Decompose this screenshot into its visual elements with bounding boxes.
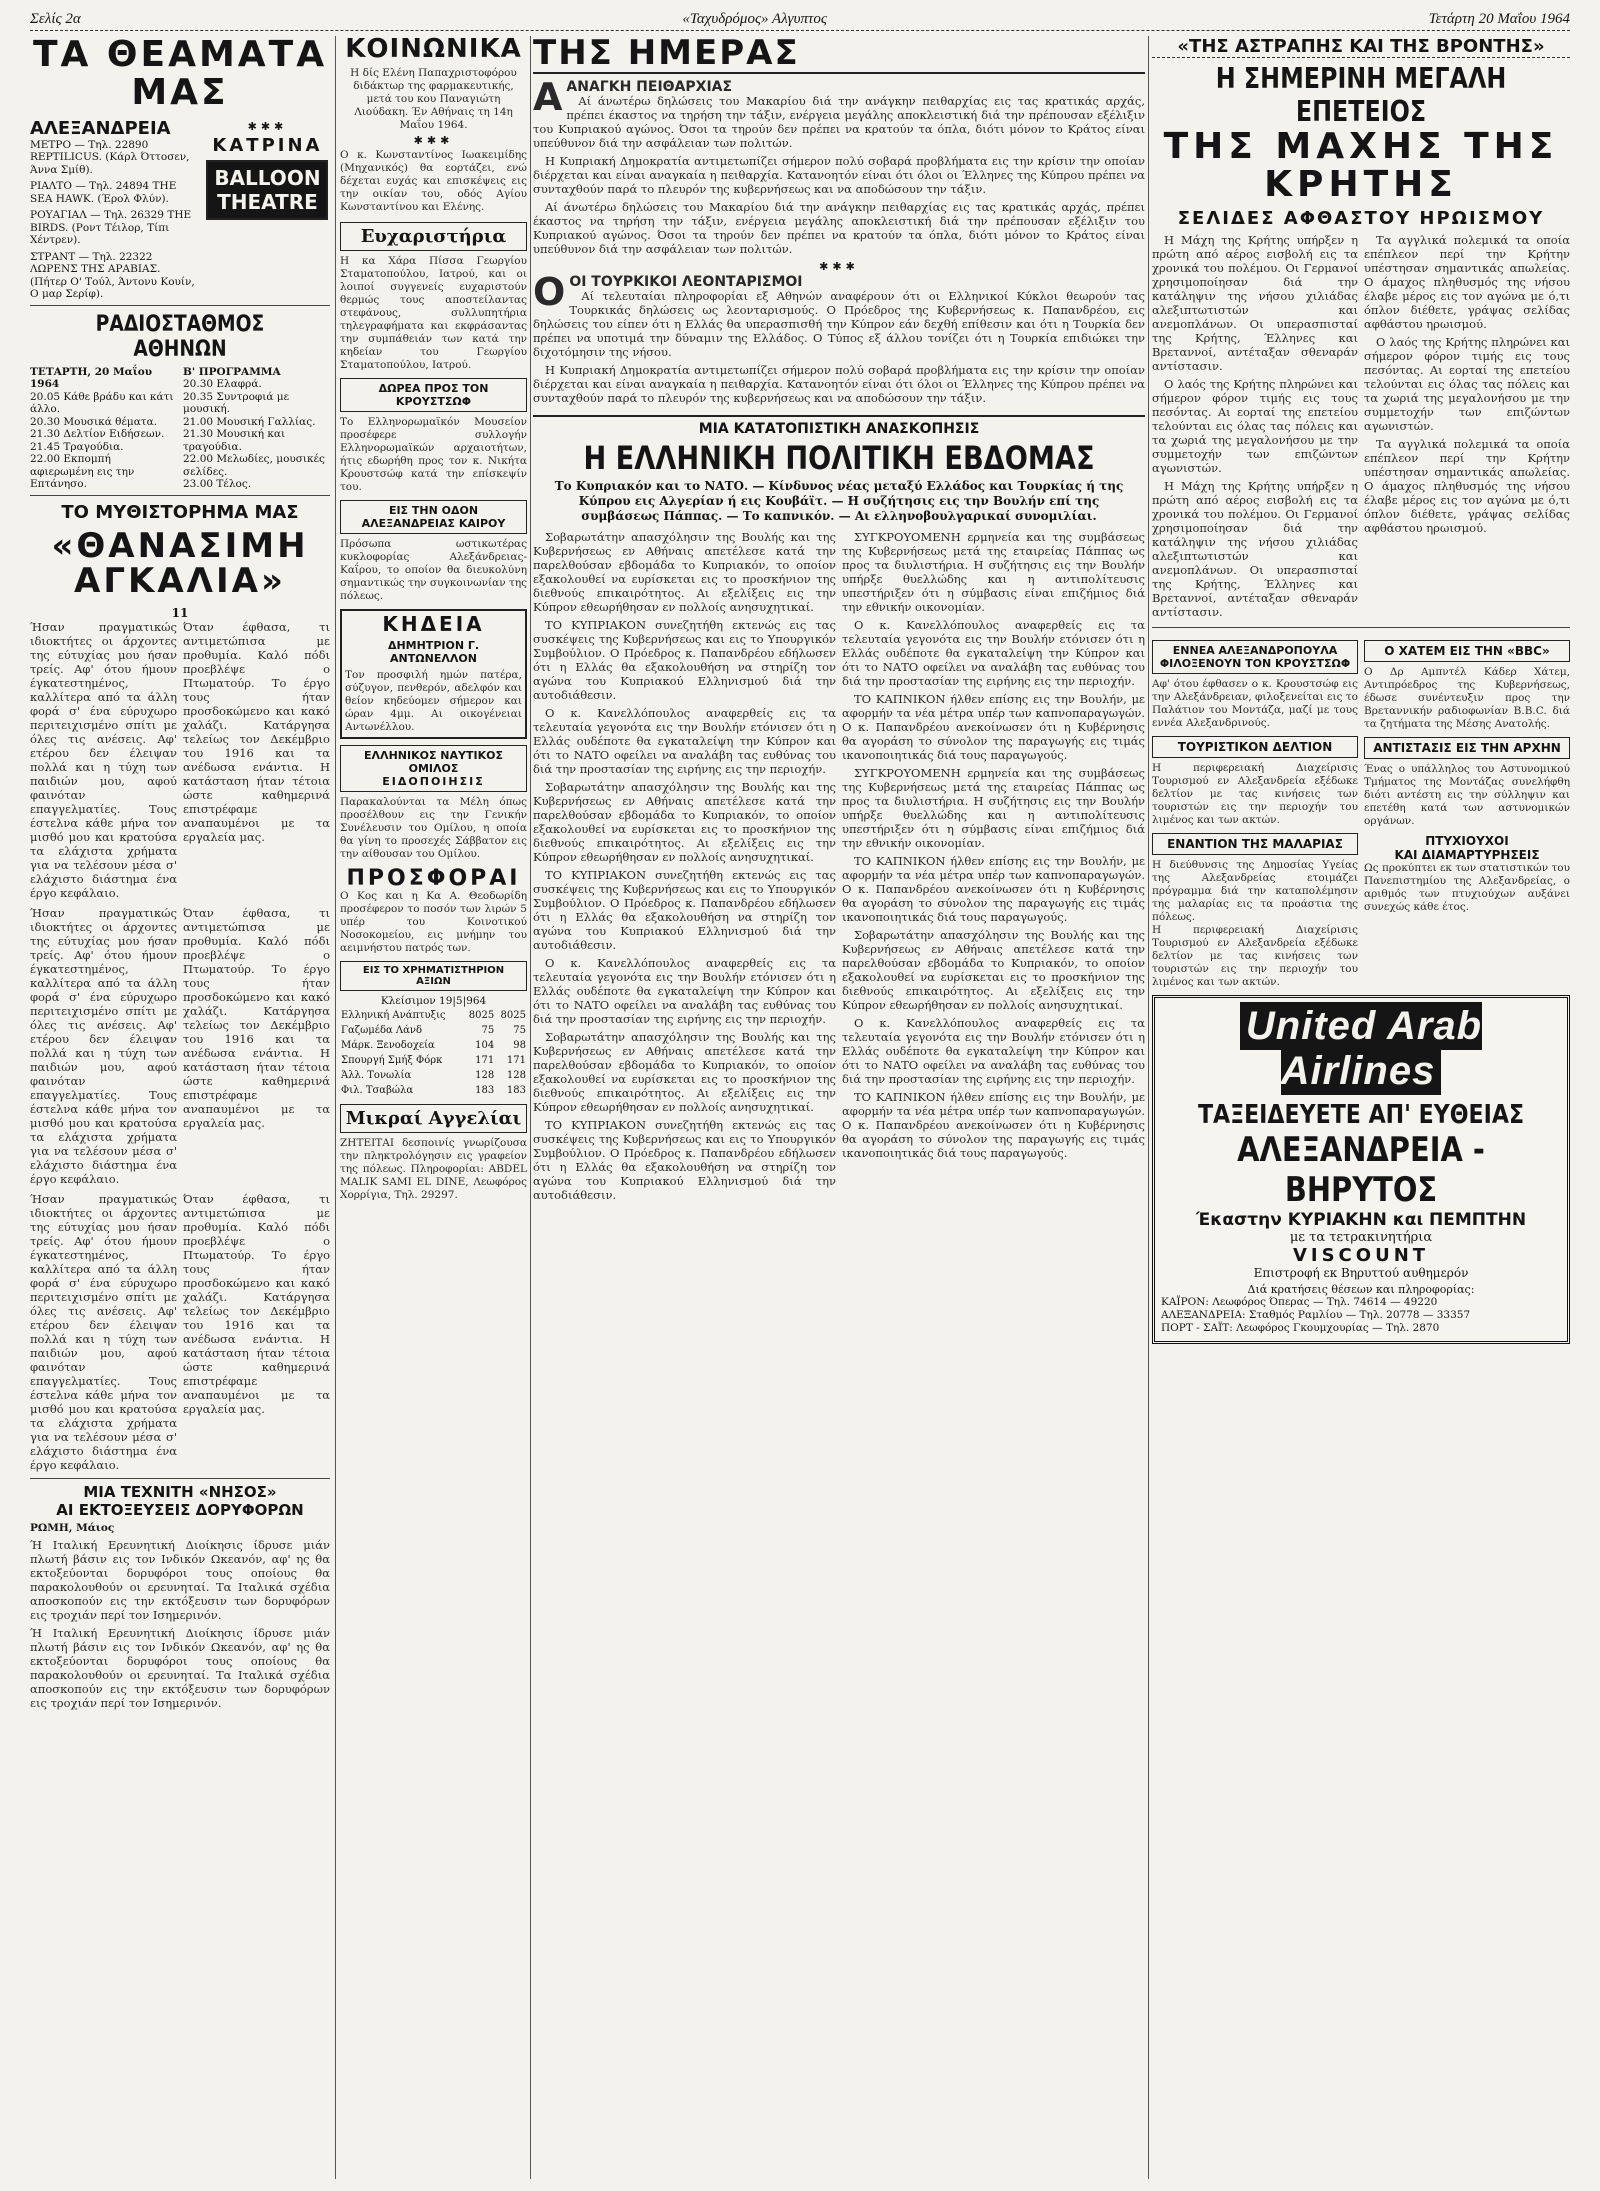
novel-text-right: Όταν έφθασα, τι αντιμετώπισα με προθυμία. Καλό πόδι προεβλέψε ο Πτωματούρ. Το έργο τους ήταν προσδοκώμενο και κακό χαλάζι. Κατάργησα τελείως τον Δεκέμβριο του 1916 και τα ανέδωσα ενάντια. Η κατάσταση ήταν τέτοια ώστε καθημερινά επιστρέφαμε αναπαυμένοι με τα εργαλεία μας.	[183, 619, 330, 844]
radio-line: 21.00 Μουσική Γαλλίας.	[183, 415, 316, 428]
airline-advertisement	[1152, 995, 1570, 1344]
graduates-text: Ως προκύπτει εκ των στατιστικών του Πανεπιστημίου της Αλεξανδρείας, ο αριθμός των πτυχιούχων αυξάνει συνεχώς κάθε έτος.	[1364, 861, 1570, 913]
news-dateline: ΡΩΜΗ, Μάιος	[30, 1521, 115, 1534]
thanks-title: Ευχαριστήρια	[360, 226, 507, 248]
theatres-title: ΤΑ ΘΕΑΜΑΤΑ ΜΑΣ	[32, 36, 328, 113]
crete-para: Η Μάχη της Κρήτης υπήρξεν η πρώτη από αέρος εισβολή εις τα χρονικά του πολέμου. Οι Γερμανοί χρησιμοποίησαν διά την κατάληψιν της νήσου χιλιάδας αλεξιπτωτιστών και ανεμοπλάνων. Οι υπερασπισταί της Κρήτης, Έλληνες και Βρεταννοί, αντέταξαν σθεναράν αντίστασιν.	[1152, 232, 1358, 373]
ennea-title-2: ΦΙΛΟΞΕΝΟΥΝ ΤΟΝ ΚΡΟΥΣΤΣΩΦ	[1159, 656, 1351, 670]
city-heading: ΑΛΕΞΑΝΔΡΕΙΑ	[30, 117, 171, 139]
classified-box	[340, 1104, 527, 1133]
street-title-2: ΑΛΕΞΑΝΔΡΕΙΑΣ ΚΑΙΡΟΥ	[361, 517, 506, 531]
novel-label: ΤΟ ΜΥΘΙΣΤΟΡΗΜΑ ΜΑΣ	[61, 501, 299, 523]
radio-line: 20.35 Συντροφιά με μουσική.	[183, 390, 290, 416]
review-para: Σοβαρωτάτην απασχόλησιν της Βουλής και της Κυβερνήσεως εν Αθήναις απετέλεσε κατά την παρελθούσαν εβδομάδα το Κυπριακόν, το οποίον εξακολουθεί να ευρίσκεται εις το προσκήνιον της διεθνούς επικαιρότητος. Αι εξελίξεις εις την Κύπρον εθεωρήθησαν εν πολλοίς ανησυχητικαί.	[533, 529, 836, 614]
stock-cell-v2: 128	[506, 1070, 526, 1082]
stock-cell-name: Γαζωμέδα Λάνδ	[341, 1025, 422, 1037]
stock-row	[340, 1038, 527, 1053]
stars-divider: ✱✱✱	[247, 119, 288, 133]
radio-line: 21.30 Μουσική και τραγούδια.	[183, 428, 286, 453]
malaria-box	[1152, 833, 1358, 855]
column-crete	[1152, 36, 1570, 2181]
hatem-title: Ο ΧΑΤΕΜ ΕΙΣ ΤΗΝ «BBC»	[1384, 643, 1550, 658]
stock-cell-v1: 128	[475, 1070, 495, 1082]
review-title: Η ΕΛΛΗΝΙΚΗ ΠΟΛΙΤΙΚΗ ΕΒΔΟΜΑΣ	[583, 438, 1095, 477]
radio-date: ΤΕΤΑΡΤΗ, 20 Μαΐου 1964	[30, 365, 153, 391]
graduates-title-1: ΠΤΥΧΙΟΥΧΟΙ	[1425, 833, 1509, 848]
stock-cell-v2: 75	[513, 1025, 526, 1037]
stock-cell-name: Φιλ. Τσαβώλα	[341, 1085, 414, 1097]
stock-table	[340, 1008, 527, 1098]
stock-row	[340, 1053, 527, 1068]
stock-date: Κλείσιμον 19|5|964	[380, 995, 487, 1008]
review-para: ΤΟ ΚΑΠΝΙΚΟΝ ήλθεν επίσης εις την Βουλήν, με αφορμήν τα νέα μέτρα υπέρ των καπνοπαραγωγών. Ο κ. Παπανδρέου ανεκοίνωσεν ότι η Κυβέρνησις θα αγοράση το σύνολον της παραγωγής εις τιμάς ικανοποιητικάς διά τους παραγωγούς.	[842, 691, 1145, 762]
stock-cell-v2: 8025	[500, 1010, 526, 1022]
novel-continuation-left: Ήσαν πραγματικώς ιδιοκτήτες οι άρχοντες της εύτυχίας μου ήσαν τρείς. Αφ' ότου ήμουν έγκατεστημένος, καλλίτερα από τα άλλη φορά σ' ένα εύρυχωρο περιτειχισμένο σπίτι με όλες τις ανέσεις. Αφ' ετέρου δεν έλειψαν πολλά και η τύχη των παιδιών μου, αφού φαινόταν επαγγελματίες. Τους έστελνα κάθε μήνα τον μισθό μου και κρατούσα τα ελάχιστα χρήματα για να τελέσουν μέσα σ' ελάχιστο διάστημα ένα έργο κεφάλαιο.	[30, 905, 177, 1186]
radio-line: 21.45 Τραγούδια.	[30, 440, 124, 453]
crete-para: Ο λαός της Κρήτης πληρώνει και σήμερον φόρον τιμής εις τους πεσόντας. Αι εορταί της επετείου τελούνται εις όλας τας πόλεις και τα χωριά της μεγαλονήσου με την συμμετοχήν των επιζώντων αγωνιστών.	[1364, 334, 1570, 433]
weekly-review	[533, 415, 1145, 1206]
ad-days: Έκαστην ΚΥΡΙΑΚΗΝ και ΠΕΜΠΤΗΝ	[1195, 1209, 1527, 1230]
crete-subtitle: ΣΕΛΙΔΕΣ ΑΦΘΑΣΤΟΥ ΗΡΩΙΣΜΟΥ	[1177, 207, 1545, 229]
review-para: ΤΟ ΚΥΠΡΙΑΚΟΝ συνεζητήθη εκτενώς εις τας συσκέψεις της Κυβερνήσεως και εις το Υπουργικόν Συμβούλιον. Ο Πρόεδρος κ. Παπανδρέου εδήλωσεν ότι η Ελλάς θα εξακολουθήση να στηρίζη τον αγώνα του Κυπριακού Ελληνισμού διά την αυτοδιάθεσιν.	[533, 1117, 836, 1202]
news-headline-1: ΜΙΑ ΤΕΧΝΙΤΗ «ΝΗΣΟΣ»	[83, 1482, 277, 1501]
review-para: ΣΥΓΚΡΟΥΟΜΕΝΗ ερμηνεία και της συμβάσεως της Κυβερνήσεως μετά της εταιρείας Πάππας ως προς τα διυλιστήρια. Η συζήτησις εις την Βουλήν υπήρξε θυελλώδης και η αντιπολίτευσις υπεστήριξεν ότι η σύμβασις είναι επιζήμιος διά την εθνικήν οικονομίαν.	[842, 765, 1145, 850]
social-nameday: Ο κ. Κωνσταντίνος Ιωακειμίδης (Μηχανικός) θα εορτάζει, ενώ δέχεται ευχάς και επισκέψεις εις την οικίαν του, οδός Αγίου Κωνσταντίνου και Ελένης.	[340, 149, 527, 214]
stock-row	[340, 1083, 527, 1098]
stock-row	[340, 1023, 527, 1038]
offers-text: Ο Κος και η Κα Α. Θεοδωρίδη προσέφερον το ποσόν των λιρών 5 υπέρ του Κοινοτικού Νοσοκομείου, εις μνήμην του αειμνήστου πατρός των.	[340, 890, 527, 955]
review-para: ΤΟ ΚΥΠΡΙΑΚΟΝ συνεζητήθη εκτενώς εις τας συσκέψεις της Κυβερνήσεως και εις το Υπουργικόν Συμβούλιον. Ο Πρόεδρος κ. Παπανδρέου εδήλωσεν ότι η Ελλάς θα εξακολουθήση να στηρίζη τον αγώνα του Κυπριακού Ελληνισμού διά την αυτοδιάθεσιν.	[533, 617, 836, 702]
club-subtitle: ΕΙΔΟΠΟΙΗΣΙΣ	[382, 775, 485, 789]
news-body-continued: Ή Ιταλική Ερευνητική Διοίκησις ίδρυσε μιάν πλωτή βάσιν εις τον Ινδικόν Ωκεανόν, αφ' ης θα εκτοξεύονται δορυφόροι τους οποίους θα παρακολουθούν οι ερευνηταί. Τα Ιταλικά σχέδια αποσκοπούν εις την εκτόξευσιν των δορυφόρων εις τροχιάν περί τον Ισημερινόν.	[30, 1625, 330, 1710]
review-label: ΜΙΑ ΚΑΤΑΤΟΠΙΣΤΙΚΗ ΑΝΑΣΚΟΠΗΣΙΣ	[698, 420, 980, 437]
radio-line: 22.00 Μελωδίες, μουσικές σελίδες.	[183, 453, 325, 478]
ad-port-said: ΠΟΡΤ - ΣΑΪΤ: Λεωφόρος Γκουμχουρίας — Τηλ. 2870	[1161, 1321, 1440, 1334]
theatres-section	[30, 36, 330, 306]
review-para: Ο κ. Κανελλόπουλος αναφερθείς εις τα τελευταία γεγονότα εις την Βουλήν ετόνισεν ότι η Ελλάς ουδέποτε θα εγκαταλείψη την Κύπρον και ότι το ΝΑΤΟ οφείλει να αναλάβη τας ευθύνας του διά την προστασίαν της ειρήνης εις την περιοχήν.	[533, 955, 836, 1026]
crete-para: Τα αγγλικά πολεμικά τα οποία επέπλεον περί την Κρήτην υπέστησαν σημαντικάς απωλείας. Ο άμαχος πληθυσμός της νήσου έλαβε μέρος εις τον αγώνα με ό,τι όπλον διέθετε, γράψας σελίδας αφθάστου ηρωισμού.	[1364, 232, 1570, 331]
editorial-1-para: Η Κυπριακή Δημοκρατία αντιμετωπίζει σήμερον πολύ σοβαρά προβλήματα εις την κρίσιν την οποίαν διέρχεται και είναι αναγκαία η πειθαρχία. Κατανοητόν είναι ότι όλοι οι Έλληνες της Κύπρου πρέπει να συνταχθούν παρά το πλευρόν της κυβερνήσεως και να αποδώσουν την τάξιν.	[533, 153, 1145, 196]
review-para: Σοβαρωτάτην απασχόλησιν της Βουλής και της Κυβερνήσεως εν Αθήναις απετέλεσε κατά την παρελθούσαν εβδομάδα το Κυπριακόν, το οποίον εξακολουθεί να ευρίσκεται εις το προσκήνιον της διεθνούς επικαιρότητος. Αι εξελίξεις εις την Κύπρον εθεωρήθησαν εν πολλοίς ανησυχητικαί.	[533, 1029, 836, 1114]
resistance-title: ΑΝΤΙΣΤΑΣΙΣ ΕΙΣ ΤΗΝ ΑΡΧΗΝ	[1373, 740, 1561, 755]
ad-alexandria: ΑΛΕΞΑΝΔΡΕΙΑ: Σταθμός Ραμλίου — Τηλ. 20778 — 33357	[1161, 1308, 1471, 1321]
editorial-header: ΤΗΣ ΗΜΕΡΑΣ	[533, 36, 1145, 74]
review-para: Ο κ. Κανελλόπουλος αναφερθείς εις τα τελευταία γεγονότα εις την Βουλήν ετόνισεν ότι η Ελλάς ουδέποτε θα εγκαταλείψη την Κύπρον και ότι το ΝΑΤΟ οφείλει να αναλάβη τας ευθύνας του διά την προστασίαν της ειρήνης εις την περιοχήν.	[842, 617, 1145, 688]
review-para: ΤΟ ΚΥΠΡΙΑΚΟΝ συνεζητήθη εκτενώς εις τας συσκέψεις της Κυβερνήσεως και εις το Υπουργικόν Συμβούλιον. Ο Πρόεδρος κ. Παπανδρέου εδήλωσεν ότι η Ελλάς θα εξακολουθήση να στηρίζη τον αγώνα του Κυπριακού Ελληνισμού διά την αυτοδιάθεσιν.	[533, 867, 836, 952]
airline-logo	[1161, 1004, 1561, 1094]
hatem-box	[1364, 640, 1570, 662]
crete-title-1: Η ΣΗΜΕΡΙΝΗ ΜΕΓΑΛΗ ΕΠΕΤΕΙΟΣ	[1215, 62, 1507, 128]
stock-box	[340, 961, 527, 991]
stock-cell-name: Μάρκ. Ξενοδοχεία	[341, 1040, 435, 1052]
radio-line: 22.00 Εκπομπή αφιερωμένη εις την Επτάνησο.	[30, 453, 135, 491]
malaria-text-continued: Η περιφερειακή Διαχείρισις Τουρισμού εν Αλεξανδρεία εξέδωκε δελτίον με τας κινήσεις των τουριστών εις την περιοχήν του λιμένος και των ακτών.	[1152, 923, 1358, 988]
ad-plane-intro: με τα τετρακινητήρια	[1289, 1229, 1433, 1245]
novel-continuation-right: Όταν έφθασα, τι αντιμετώπισα με προθυμία. Καλό πόδι προεβλέψε ο Πτωματούρ. Το έργο τους ήταν προσδοκώμενο και κακό χαλάζι. Κατάργησα τελείως τον Δεκέμβριο του 1916 και τα ανέδωσα ενάντια. Η κατάσταση ήταν τέτοια ώστε καθημερινά επιστρέφαμε αναπαυμένοι με τα εργαλεία μας.	[183, 1191, 330, 1416]
thanks-box	[340, 222, 527, 251]
review-para: Ο κ. Κανελλόπουλος αναφερθείς εις τα τελευταία γεγονότα εις την Βουλήν ετόνισεν ότι η Ελλάς ουδέποτε θα εγκαταλείψη την Κύπρον και ότι το ΝΑΤΟ οφείλει να αναλάβη τας ευθύνας του διά την προστασίαν της ειρήνης εις την περιοχήν.	[533, 705, 836, 776]
drop-cap: Ο	[533, 269, 566, 314]
crete-title-2: ΤΗΣ ΜΑΧΗΣ ΤΗΣ ΚΡΗΤΗΣ	[1163, 126, 1559, 205]
radio-line: 20.30 Ελαφρά.	[183, 378, 262, 391]
crete-kicker: «ΤΗΣ ΑΣΤΡΑΠΗΣ ΚΑΙ ΤΗΣ ΒΡΟΝΤΗΣ»	[1152, 36, 1570, 58]
gift-box	[340, 378, 527, 412]
gift-text: Το Ελληνορωμαϊκόν Μουσείον προσέφερε συλλογήν Ελληνορωμαϊκών αρχαιοτήτων, ήτις εδωρήθη προς τον κ. Νικήτα Κρουστσώφ κατά την επίσκεψίν του.	[340, 416, 527, 494]
editorial-1-para: Αί άνωτέρω δηλώσεις του Μακαρίου διά την ανάγκην πειθαρχίας εις τας κρατικάς αρχάς, πρέπει έκαστος να τηρήση την τάξιν, ενέργεια μεγάλης αποκλειστική διά την πρέπουσαν εξέλιξιν του Κυπριακού αγώνος. Όσοι τα τηρούν δεν πρέπει να κρατούν τα όπλα, διότι μόνον το Κράτος είναι υπεύθυνον διά την ασφάλειαν των πολιτών.	[533, 93, 1145, 150]
ad-cairo: ΚΑΪΡΟΝ: Λεωφόρος Όπερας — Τηλ. 74614 — 49220	[1161, 1295, 1438, 1308]
review-subtitle: Το Κυπριακόν και το ΝΑΤΟ. — Κίνδυνος νέας μεταξύ Ελλάδος και Τουρκίας ή της Κύπρου εις Αλγερίαν ή εις Κουβάϊτ. — Η συζήτησις εις την Βουλήν επί της συμβάσεως Πάππας. — Το καπνικόν. — Αι ελληνοβουλγαρικαί συνομιλίαι.	[554, 478, 1124, 523]
cinema-rialto: ΡΙΑΛΤΟ — Τηλ. 24894 THE SEA HAWK. (Έρολ Φλύν).	[30, 180, 177, 205]
column-social	[340, 36, 527, 2181]
review-para: ΤΟ ΚΑΠΝΙΚΟΝ ήλθεν επίσης εις την Βουλήν, με αφορμήν τα νέα μέτρα υπέρ των καπνοπαραγωγών. Ο κ. Παπανδρέου ανεκοίνωσεν ότι η Κυβέρνησις θα αγοράση το σύνολον της παραγωγής εις τιμάς ικανοποιητικάς διά τους παραγωγούς.	[842, 853, 1145, 924]
classified-text: ΖΗΤΕΙΤΑΙ δεσποινίς γνωρίζουσα την πληκτρολόγησιν εις γραφείον της πόλεως. Πληροφορίαι: ABDEL MALIK SAMI EL DINE, Λεωφόρος Χορρίγια, Τηλ. 29297.	[340, 1137, 527, 1202]
review-para: Ο κ. Κανελλόπουλος αναφερθείς εις τα τελευταία γεγονότα εις την Βουλήν ετόνισεν ότι η Ελλάς ουδέποτε θα εγκαταλείψη την Κύπρον και ότι το ΝΑΤΟ οφείλει να αναλάβη τας ευθύνας του διά την προστασίαν της ειρήνης εις την περιοχήν.	[842, 1015, 1145, 1086]
novel-text-left: Ήσαν πραγματικώς ιδιοκτήτες οι άρχοντες της εύτυχίας μου ήσαν τρείς. Αφ' ότου ήμουν έγκατεστημένος, καλλίτερα από τα άλλη φορά σ' ένα εύρυχωρο περιτειχισμένο σπίτι με όλες τις ανέσεις. Αφ' ετέρου δεν έλειψαν πολλά και η τύχη των παιδιών μου, αφού φαινόταν επαγγελματίες. Τους έστελνα κάθε μήνα τον μισθό μου και κρατούσα τα ελάχιστα χρήματα για να τελέσουν μέσα σ' ελάχιστο διάστημα ένα έργο κεφάλαιο.	[30, 619, 177, 900]
stock-row	[340, 1008, 527, 1023]
column-editorial	[533, 36, 1145, 2181]
malaria-text: Η διεύθυνσις της Δημοσίας Υγείας της Αλεξανδρείας ετοιμάζει πρόγραμμα διά την καταπολέμησιν της μαλαρίας εις τα προάστια της πόλεως.	[1152, 858, 1358, 923]
radio-line: 20.05 Κάθε βράδυ και κάτι άλλο.	[30, 390, 174, 416]
column-rule	[335, 36, 336, 2179]
novel-title: «ΘΑΝΑΣΙΜΗ ΑΓΚΑΛΙΑ»	[51, 525, 309, 602]
ennea-text: Αφ' ότου έφθασεν ο κ. Κρουστσώφ εις την Αλεξάνδρειαν, φιλοξενείται εις το Παλάτιον του Μοντάζα, μαζί με τους εννέα Αλεξανδρινούς.	[1152, 677, 1358, 729]
tourism-box	[1152, 736, 1358, 758]
balloon-theatre-logo: BALLOON THEATRE	[206, 160, 328, 220]
column-entertainment	[30, 36, 330, 2181]
funeral-box	[340, 609, 527, 739]
airline-name: United Arab Airlines	[1240, 1002, 1482, 1095]
stock-cell-v2: 98	[513, 1040, 526, 1052]
funeral-title: ΚΗΔΕΙΑ	[382, 612, 485, 637]
stock-cell-v1: 171	[475, 1055, 495, 1067]
ad-return: Επιστροφή εκ Βηρυττού αυθημερόν	[1253, 1265, 1469, 1280]
cinema-listing	[30, 139, 199, 301]
stars-divider: ✱✱✱	[819, 259, 859, 273]
katrina-heading: ΚΑΤΡΙΝΑ	[212, 134, 323, 156]
novel-instalment: 11	[171, 605, 189, 620]
club-text: Παρακαλούνται τα Μέλη όπως προσέλθουν εις την Γενικήν Συνέλευσιν του Ομίλου, η οποία θα γίνη το προσεχές Σάββατον εις την αίθουσαν του Ομίλου.	[340, 796, 527, 861]
ad-plane: VISCOUNT	[1292, 1244, 1430, 1266]
masthead	[30, 8, 1570, 31]
resistance-text: Ένας ο υπάλληλος του Αστυνομικού Τμήματος της Μοντάζας συνελήφθη διότι αντέστη εις την σύλληψιν και επετέθη κατά των αστυνομικών οργάνων.	[1364, 762, 1570, 827]
stock-row	[340, 1068, 527, 1083]
ad-info: Διά κρατήσεις θέσεων και πληροφορίας:	[1247, 1282, 1475, 1296]
crete-para: Ο λαός της Κρήτης πληρώνει και σήμερον φόρον τιμής εις τους πεσόντας. Αι εορταί της επετείου τελούνται εις όλας τας πόλεις και τα χωριά της μεγαλονήσου με την συμμετοχήν των επιζώντων αγωνιστών.	[1152, 376, 1358, 475]
club-title: ΕΛΛΗΝΙΚΟΣ ΝΑΥΤΙΚΟΣ ΟΜΙΛΟΣ	[364, 749, 503, 776]
editorial-2-para: Η Κυπριακή Δημοκρατία αντιμετωπίζει σήμερον πολύ σοβαρά προβλήματα εις την κρίσιν την οποίαν διέρχεται και είναι αναγκαία η πειθαρχία. Κατανοητόν είναι ότι όλοι οι Έλληνες της Κύπρου πρέπει να συνταχθούν παρά το πλευρόν της κυβερνήσεως και να αποδώσουν την τάξιν.	[533, 362, 1145, 405]
radio-line: 21.30 Δελτίον Ειδήσεων.	[30, 428, 165, 441]
novel-section	[30, 502, 330, 1472]
cinema-strand: ΣΤΡΑΝΤ — Τηλ. 22322 ΛΩΡΕΝΣ ΤΗΣ ΑΡΑΒΙΑΣ. (Πήτερ Ο' Τούλ, Άντονυ Κουίν, Ο μαρ Σερίφ).	[30, 250, 195, 301]
street-box	[340, 500, 527, 534]
social-engagement: Η δίς Ελένη Παπαχριστοφόρου διδάκτωρ της φαρμακευτικής, μετά του κου Παναγιώτη Λιούδακη. Έν Αθήναις τη 14η Μαΐου 1964.	[350, 67, 517, 132]
stock-cell-v1: 8025	[468, 1010, 495, 1022]
graduates-title-2: ΚΑΙ ΔΙΑΜΑΡΤΥΡΗΣΕΙΣ	[1394, 847, 1540, 862]
stock-cell-name: Σπουργή Σμήξ Φόρκ	[341, 1055, 443, 1067]
editorial-2-para: Αί τελευταίαι πληροφορίαι εξ Αθηνών αναφέρουν ότι οι Ελληνικοί Κύκλοι θεωρούν τας Τουρκικάς δηλώσεις ως λεονταρισμούς. Ο Πρόεδρος της Κυβερνήσεως κ. Παπανδρέου, εις δηλώσεις του είπεν ότι η Ελλάς θα υπερασπισθή την Κύπρον εάν δεχθή επίθεσιν και ότι η Τουρκία δεν πρέπει να υποτιμά την δύναμιν της Ελλάδος. Ο Τύπος εξ άλλου τονίζει ότι η Τουρκία επιδιώκει την διχοτόμησιν της νήσου.	[533, 288, 1145, 359]
column-rule	[1148, 36, 1149, 2179]
review-para: ΤΟ ΚΑΠΝΙΚΟΝ ήλθεν επίσης εις την Βουλήν, με αφορμήν τα νέα μέτρα υπέρ των καπνοπαραγωγών. Ο κ. Παπανδρέου ανεκοίνωσεν ότι η Κυβέρνησις θα αγοράση το σύνολον της παραγωγής εις τιμάς ικανοποιητικάς διά τους παραγωγούς.	[842, 1089, 1145, 1160]
column-rule	[530, 36, 531, 2179]
page-number: Σελίς 2α	[30, 10, 81, 27]
malaria-title: ΕΝΑΝΤΙΟΝ ΤΗΣ ΜΑΛΑΡΙΑΣ	[1167, 836, 1343, 851]
stock-cell-v1: 75	[481, 1025, 495, 1037]
resistance-box	[1364, 737, 1570, 759]
street-text: Πρόσωπα ωστικωτέρας κυκλοφορίας Αλεξάνδρειας-Καΐρου, το οποίον θα διευκολύνη σημαντικώς την συγκοινωνίαν της πόλεως.	[340, 538, 527, 603]
offers-title: ΠΡΟΣΦΟΡΑΙ	[346, 866, 521, 892]
review-para: Σοβαρωτάτην απασχόλησιν της Βουλής και της Κυβερνήσεως εν Αθήναις απετέλεσε κατά την παρελθούσαν εβδομάδα το Κυπριακόν, το οποίον εξακολουθεί να ευρίσκεται εις το προσκήνιον της διεθνούς επικαιρότητος. Αι εξελίξεις εις την Κύπρον εθεωρήθησαν εν πολλοίς ανησυχητικαί.	[533, 779, 836, 864]
review-para: ΣΥΓΚΡΟΥΟΜΕΝΗ ερμηνεία και της συμβάσεως της Κυβερνήσεως μετά της εταιρείας Πάππας ως προς τα διυλιστήρια. Η συζήτησις εις την Βουλήν υπήρξε θυελλώδης και η αντιπολίτευσις υπεστήριξεν ότι η σύμβασις είναι επιζήμιος διά την εθνικήν οικονομίαν.	[842, 529, 1145, 614]
stock-cell-v1: 183	[475, 1085, 495, 1097]
hatem-text: Ο Δρ Αμπντέλ Κάδερ Χάτεμ, Αντιπρόεδρος της Κυβερνήσεως, έδωσε συνέντευξιν προς την Βρεταννικήν ραδιοφωνίαν B.B.C. διά τα ζητήματα της Μέσης Ανατολής.	[1364, 665, 1570, 730]
stock-cell-v2: 183	[506, 1085, 526, 1097]
news-body: Ή Ιταλική Ερευνητική Διοίκησις ίδρυσε μιάν πλωτή βάσιν εις τον Ινδικόν Ωκεανόν, αφ' ης θα εκτοξεύονται δορυφόροι τους οποίους θα παρακολουθούν οι ερευνηταί. Τα Ιταλικά σχέδια αποσκοπούν εις την εκτόξευσιν των δορυφόρων εις τροχιάν περί τον Ισημερινόν.	[30, 1537, 330, 1622]
stars-divider: ✱✱✱	[413, 134, 454, 148]
crete-para: Η Μάχη της Κρήτης υπήρξεν η πρώτη από αέρος εισβολή εις τα χρονικά του πολέμου. Οι Γερμανοί χρησιμοποίησαν διά την κατάληψιν της νήσου χιλιάδας αλεξιπτωτιστών και ανεμοπλάνων. Οι υπερασπισταί της Κρήτης, Έλληνες και Βρεταννοί, αντέταξαν σθεναράν αντίστασιν.	[1152, 478, 1358, 619]
cinema-royal: ΡΟΥΑΓΙΑΛ — Τηλ. 26329 THE BIRDS. (Ροντ Τέιλορ, Τίπι Χέντρεν).	[30, 209, 192, 247]
stock-cell-name: Άλλ. Τονωλία	[341, 1070, 412, 1082]
review-para: Σοβαρωτάτην απασχόλησιν της Βουλής και της Κυβερνήσεως εν Αθήναις απετέλεσε κατά την παρελθούσαν εβδομάδα το Κυπριακόν, το οποίον εξακολουθεί να ευρίσκεται εις το προσκήνιον της διεθνούς επικαιρότητος. Αι εξελίξεις εις την Κύπρον εθεωρήθησαν εν πολλοίς ανησυχητικαί.	[842, 927, 1145, 1012]
classified-title: Μικραί Αγγελίαι	[345, 1108, 522, 1130]
satellite-news	[30, 1478, 330, 1710]
ennea-title-1: ΕΝΝΕΑ ΑΛΕΞΑΝΔΡΟΠΟΥΛΑ	[1172, 643, 1338, 657]
issue-date: Τετάρτη 20 Μαΐου 1964	[1428, 10, 1570, 27]
social-title: ΚΟΙΝΩΝΙΚΑ	[345, 36, 522, 64]
tourism-text: Η περιφερειακή Διαχείρισις Τουρισμού εν Αλεξανδρεία εξέδωκε δελτίον με τας κινήσεις των τουριστών εις την περιοχήν του λιμένος και των ακτών.	[1152, 761, 1358, 826]
paper-name: «Ταχυδρόμος» Αλγυπτος	[682, 10, 827, 27]
stock-cell-name: Ελληνική Ανάπτυξις	[341, 1010, 446, 1022]
radio-title: ΡΑΔΙΟΣΤΑΘΜΟΣ ΑΘΗΝΩΝ	[95, 311, 265, 362]
radio-line: 23.00 Τέλος.	[183, 478, 252, 491]
editorial-2-title: ΟΙ ΤΟΥΡΚΙΚΟΙ ΛΕΟΝΤΑΡΙΣΜΟΙ	[569, 273, 803, 290]
ad-route: ΑΛΕΞΑΝΔΡΕΙΑ - ΒΗΡΥΤΟΣ	[1237, 1129, 1485, 1210]
thanks-text: Η κα Χάρα Πίσσα Γεωργίου Σταματοπούλου, Ιατρού, και οι λοιποί συγγενείς ευχαριστούν θερμώς τους αποστείλαντας στεφάνους, συλλυπητήρια τηλεγραφήματα και εκφράσαντας την συμπάθειάν των κατά την κηδείαν του Γεωργίου Σταματοπούλου, Ιατρού.	[340, 255, 527, 372]
crete-para: Τα αγγλικά πολεμικά τα οποία επέπλεον περί την Κρήτην υπέστησαν σημαντικάς απωλείας. Ο άμαχος πληθυσμός της νήσου έλαβε μέρος εις τον αγώνα με ό,τι όπλον διέθετε, γράψας σελίδας αφθάστου ηρωισμού.	[1364, 436, 1570, 535]
tourism-title: ΤΟΥΡΙΣΤΙΚΟΝ ΔΕΛΤΙΟΝ	[1177, 739, 1333, 754]
editorial-1-title: ΑΝΑΓΚΗ ΠΕΙΘΑΡΧΙΑΣ	[566, 78, 733, 95]
ad-line-1: ΤΑΞΕΙΔΕΥΕΤΕ ΑΠ' ΕΥΘΕΙΑΣ	[1197, 1099, 1525, 1130]
novel-continuation-left: Ήσαν πραγματικώς ιδιοκτήτες οι άρχοντες της εύτυχίας μου ήσαν τρείς. Αφ' ότου ήμουν έγκατεστημένος, καλλίτερα από τα άλλη φορά σ' ένα εύρυχωρο περιτειχισμένο σπίτι με όλες τις ανέσεις. Αφ' ετέρου δεν έλειψαν πολλά και η τύχη των παιδιών μου, αφού φαινόταν επαγγελματίες. Τους έστελνα κάθε μήνα τον μισθό μου και κρατούσα τα ελάχιστα χρήματα για να τελέσουν μέσα σ' ελάχιστο διάστημα ένα έργο κεφάλαιο.	[30, 1191, 177, 1472]
novel-continuation-right: Όταν έφθασα, τι αντιμετώπισα με προθυμία. Καλό πόδι προεβλέψε ο Πτωματούρ. Το έργο τους ήταν προσδοκώμενο και κακό χαλάζι. Κατάργησα τελείως τον Δεκέμβριο του 1916 και τα ανέδωσα ενάντια. Η κατάσταση ήταν τέτοια ώστε καθημερινά επιστρέφαμε αναπαυμένοι με τα εργαλεία μας.	[183, 905, 330, 1130]
funeral-name: ΔΗΜΗΤΡΙΟΝ Γ. ΑΝΤΩΝΕΛΛΟΝ	[387, 639, 480, 666]
news-headline-2: ΑΙ ΕΚΤΟΞΕΥΣΕΙΣ ΔΟΡΥΦΟΡΩΝ	[56, 1500, 304, 1519]
street-title-1: ΕΙΣ ΤΗΝ ΟΔΟΝ	[388, 504, 479, 518]
stock-title: ΕΙΣ ΤΟ ΧΡΗΜΑΤΙΣΤΗΡΙΟΝ ΑΞΙΩΝ	[362, 965, 505, 988]
editorial-1-para: Αί άνωτέρω δηλώσεις του Μακαρίου διά την ανάγκην πειθαρχίας εις τας κρατικάς αρχάς, πρέπει έκαστος να τηρήση την τάξιν, ενέργεια μεγάλης αποκλειστική διά την πρέπουσαν εξέλιξιν του Κυπριακού αγώνος. Όσοι τα τηρούν δεν πρέπει να κρατούν τα όπλα, διότι μόνον το Κράτος είναι υπεύθυνον διά την ασφάλειαν των πολιτών.	[533, 199, 1145, 256]
radio-line: 20.30 Μουσικά θέματα.	[30, 415, 158, 428]
stock-cell-v2: 171	[506, 1055, 526, 1067]
funeral-text: Τον προσφιλή ημών πατέρα, σύζυγον, πενθερόν, αδελφόν και θείον κηδεύομεν σήμερον και ώραν 4μμ. Αι οικογένειαι Αντωνέλλου.	[345, 669, 522, 734]
club-box	[340, 745, 527, 792]
radio-section	[30, 312, 330, 496]
cinema-metro: ΜΕΤΡΟ — Τηλ. 22890 REPTILICUS. (Κάρλ Όττοσεν, Άννα Σμίθ).	[30, 138, 190, 176]
drop-cap: Α	[533, 74, 563, 119]
radio-program-heading: Β' ΠΡΟΓΡΑΜΜΑ	[183, 365, 281, 378]
ennea-box	[1152, 640, 1358, 674]
stock-cell-v1: 104	[475, 1040, 495, 1052]
gift-title: ΔΩΡΕΑ ΠΡΟΣ ΤΟΝ ΚΡΟΥΣΤΣΩΦ	[378, 382, 489, 409]
